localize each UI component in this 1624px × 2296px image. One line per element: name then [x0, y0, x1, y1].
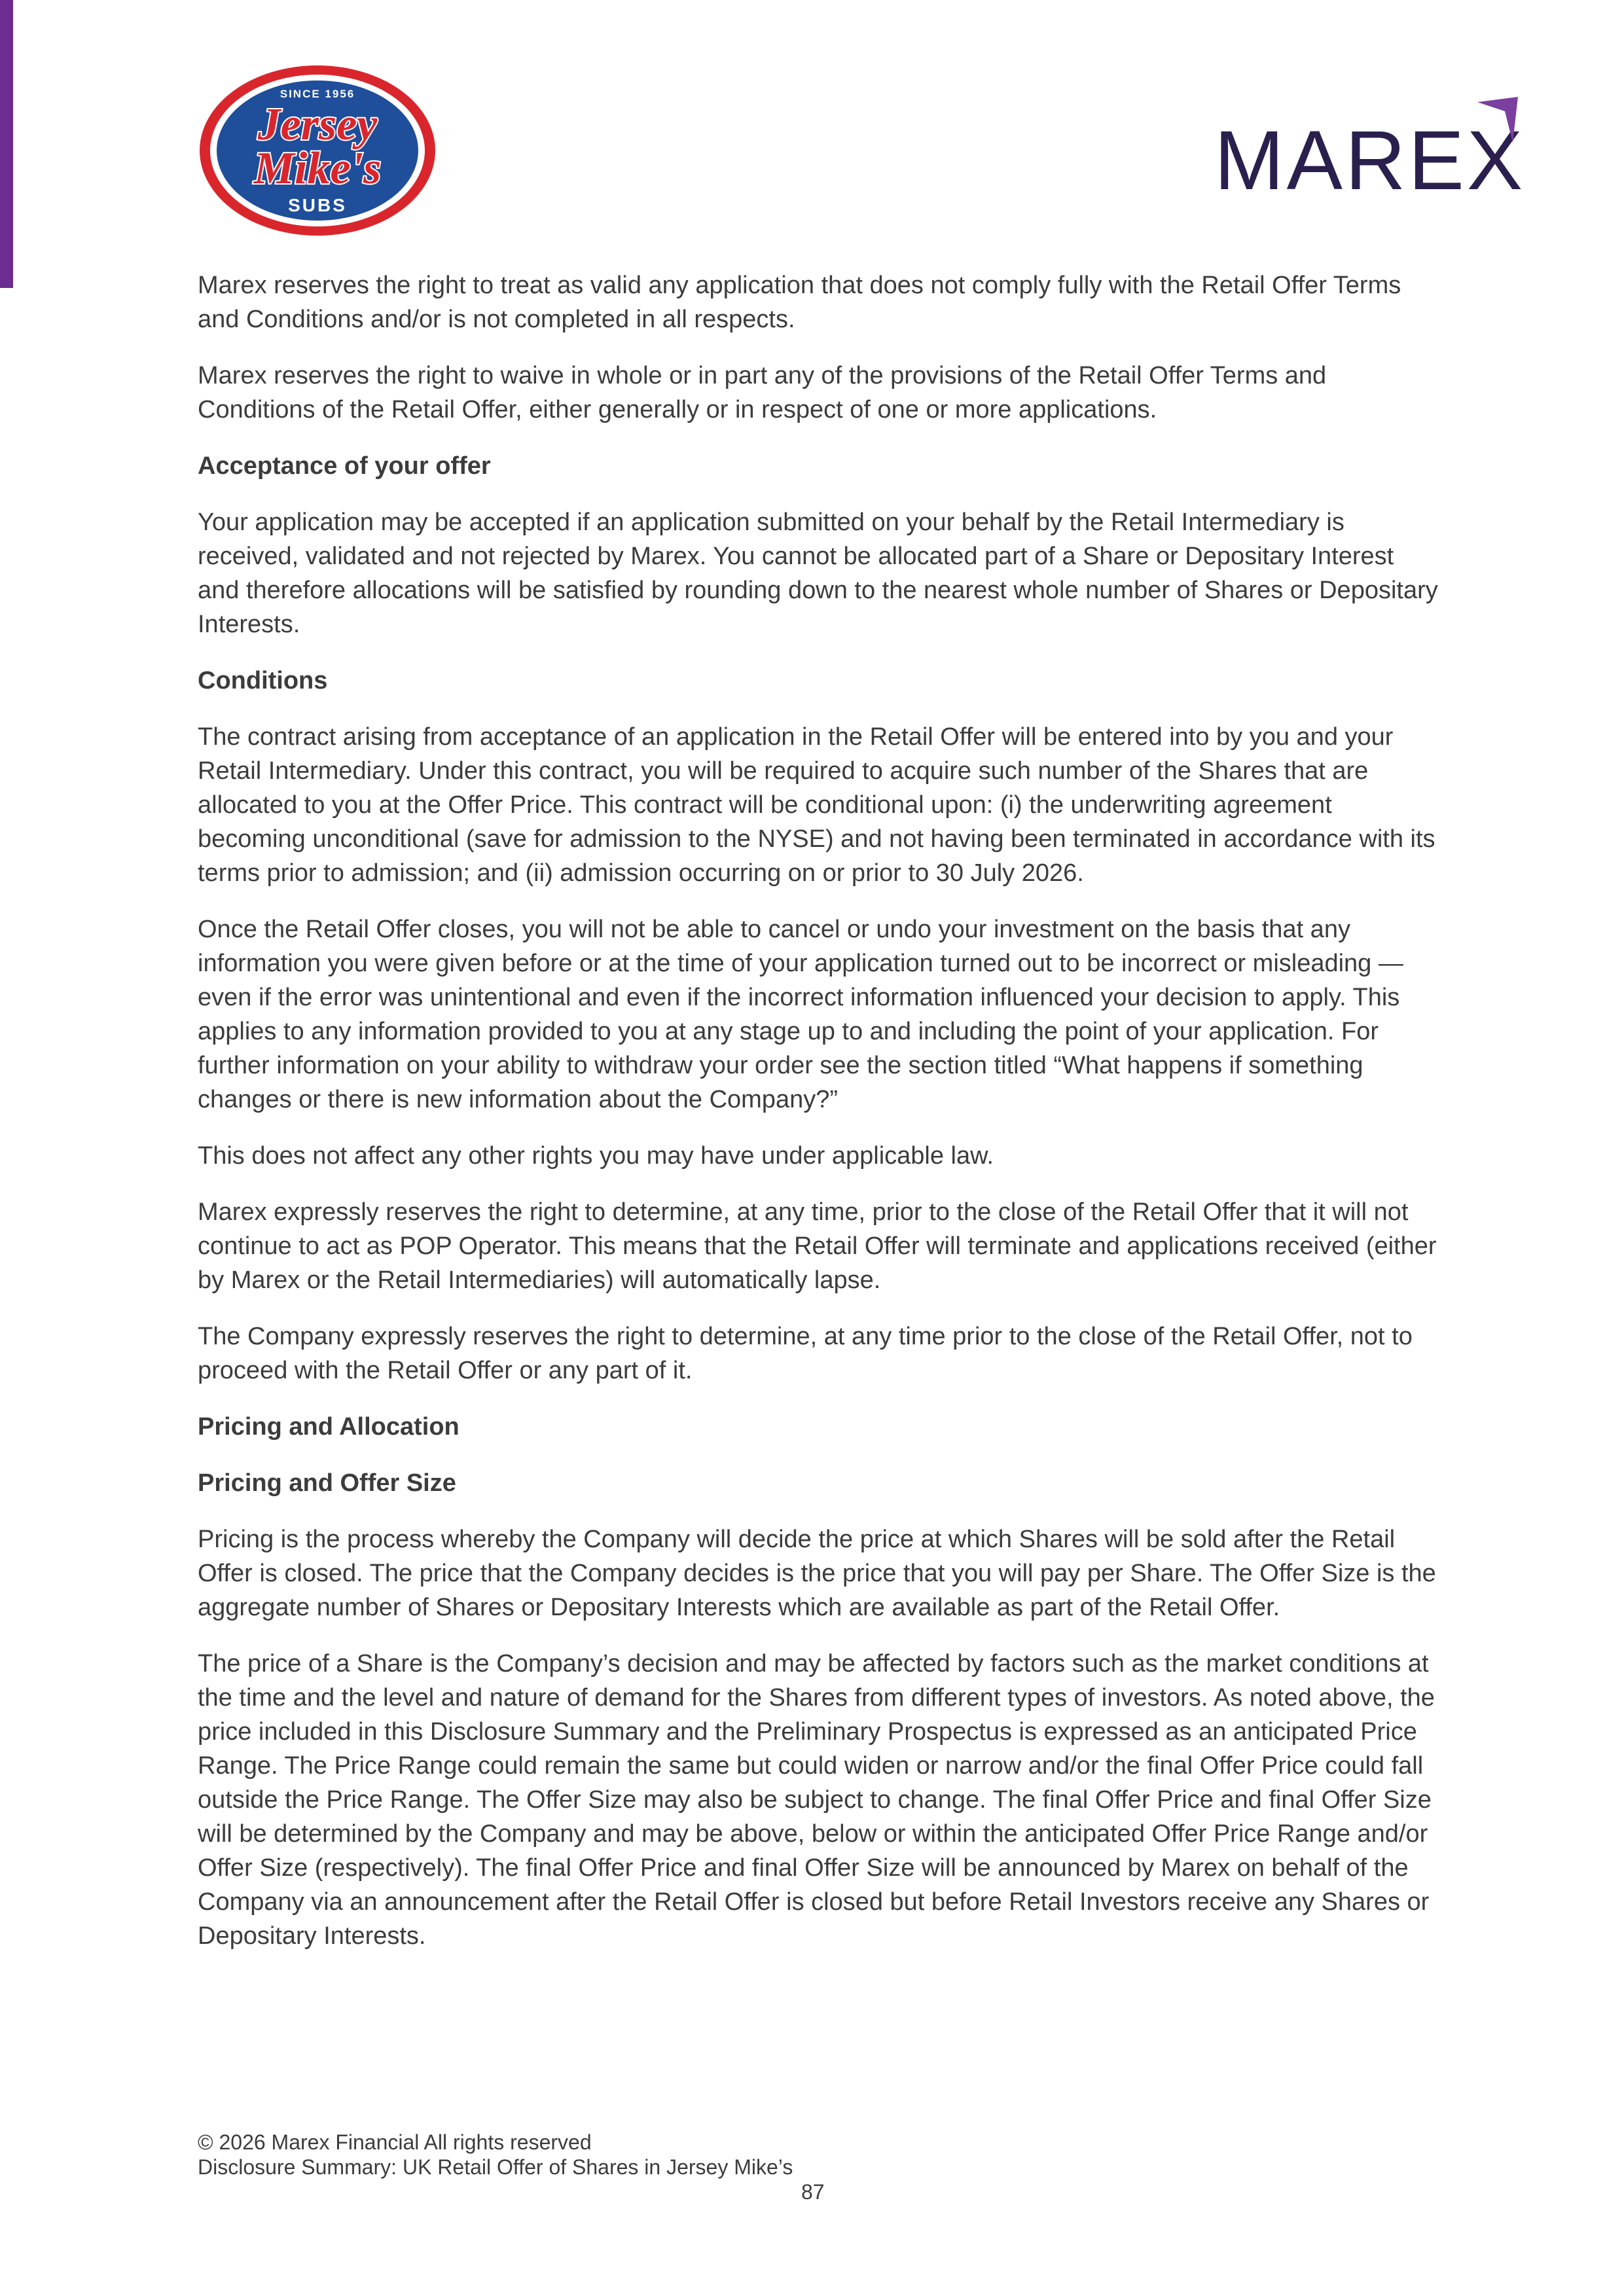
paragraph: Once the Retail Offer closes, you will not be able to cancel or undo your investment on the basis that any information you were given before or at the time of your application turned out to be incorrect or misleading — even if the error was unintentional and even if the incorrect information influenced your decision to apply. This applies to any information provided to you at any stage up to and including the point of your application. For further information on your ability to withdraw your order see the section titled “What happens if something changes or there is new information about the Company?” [198, 916, 1403, 1113]
section-heading: Pricing and Offer Size [198, 1469, 456, 1497]
side-accent-bar [0, 0, 13, 288]
paragraph: This does not affect any other rights you may have under applicable law. [198, 1142, 994, 1170]
footer-copyright: © 2026 Marex Financial All rights reserved [198, 2130, 592, 2154]
paragraph: The price of a Share is the Company’s decision and may be affected by factors such as the market conditions at the time and the level and nature of demand for the Shares from different types of investors. As noted above, the price included in this Disclosure Summary and the Preliminary Prospectus is expressed as an anticipated Price Range. The Price Range could remain the same but could widen or narrow and/or the final Offer Price could fall outside the Price Range. The Offer Size may also be subject to change. The final Offer Price and final Offer Size will be determined by the Company and may be above, below or within the anticipated Offer Price Range and/or Offer Size (respectively). The final Offer Price and final Offer Size will be announced by Marex on behalf of the Company via an announcement after the Retail Offer is closed but before Retail Investors receive any Shares or Depositary Interests. [198, 1650, 1435, 1950]
paragraph: Your application may be accepted if an application submitted on your behalf by the Retail Intermediary is received, validated and not rejected by Marex. You cannot be allocated part of a Share or Depositary Interest and therefore allocations will be satisfied by rounding down to the nearest whole number of Shares or Depositary Interests. [198, 509, 1438, 638]
logo-bottom-text: SUBS [288, 195, 347, 215]
marex-wordmark: MAREX [1214, 114, 1526, 207]
paragraph: Pricing is the process whereby the Company will decide the price at which Shares will be sold after the Retail Offer is closed. The price that the Company decides is the price that you will pay per Share. The Offer Size is the aggregate number of Shares or Depositary Interests which are available as part of the Retail Offer. [198, 1526, 1436, 1621]
logo-line2: Mike's [253, 143, 382, 194]
jersey-mikes-logo [196, 62, 439, 239]
marex-arrow-icon [1471, 97, 1523, 149]
paragraph: The contract arising from acceptance of an application in the Retail Offer will be entered into by you and your Retail Intermediary. Under this contract, you will be required to acquire such number of the Shares that are allocated to you at the Offer Price. This contract will be conditional upon: (i) the underwriting agreement becoming unconditional (save for admission to the NYSE) and not having been terminated in accordance with its terms prior to admission; and (ii) admission occurring on or prior to 30 July 2026. [198, 723, 1435, 887]
document-body [198, 268, 1441, 1975]
section-heading: Acceptance of your offer [198, 452, 491, 480]
marex-logo [1214, 97, 1528, 207]
paragraph: Marex reserves the right to treat as valid any application that does not comply fully with the Retail Offer Terms and Conditions and/or is not completed in all respects. [198, 272, 1401, 333]
paragraph: Marex reserves the right to waive in whole or in part any of the provisions of the Retail Offer Terms and Conditions of the Retail Offer, either generally or in respect of one or more applications. [198, 362, 1327, 423]
logo-line1: Jersey [257, 99, 378, 150]
section-heading: Conditions [198, 667, 328, 694]
paragraph: Marex expressly reserves the right to determine, at any time, prior to the close of the Retail Offer that it will not continue to act as POP Operator. This means that the Retail Offer will terminate and applications received (either by Marex or the Retail Intermediaries) will automatically lapse. [198, 1198, 1437, 1294]
footer-document-title: Disclosure Summary: UK Retail Offer of Shares in Jersey Mike’s [198, 2155, 793, 2179]
paragraph: The Company expressly reserves the right to determine, at any time prior to the close of the Retail Offer, not to proceed with the Retail Offer or any part of it. [198, 1323, 1413, 1384]
page-footer [198, 2130, 852, 2204]
section-heading: Pricing and Allocation [198, 1413, 460, 1441]
page-number: 87 [801, 2180, 825, 2204]
logo-top-text: SINCE 1956 [280, 88, 355, 100]
